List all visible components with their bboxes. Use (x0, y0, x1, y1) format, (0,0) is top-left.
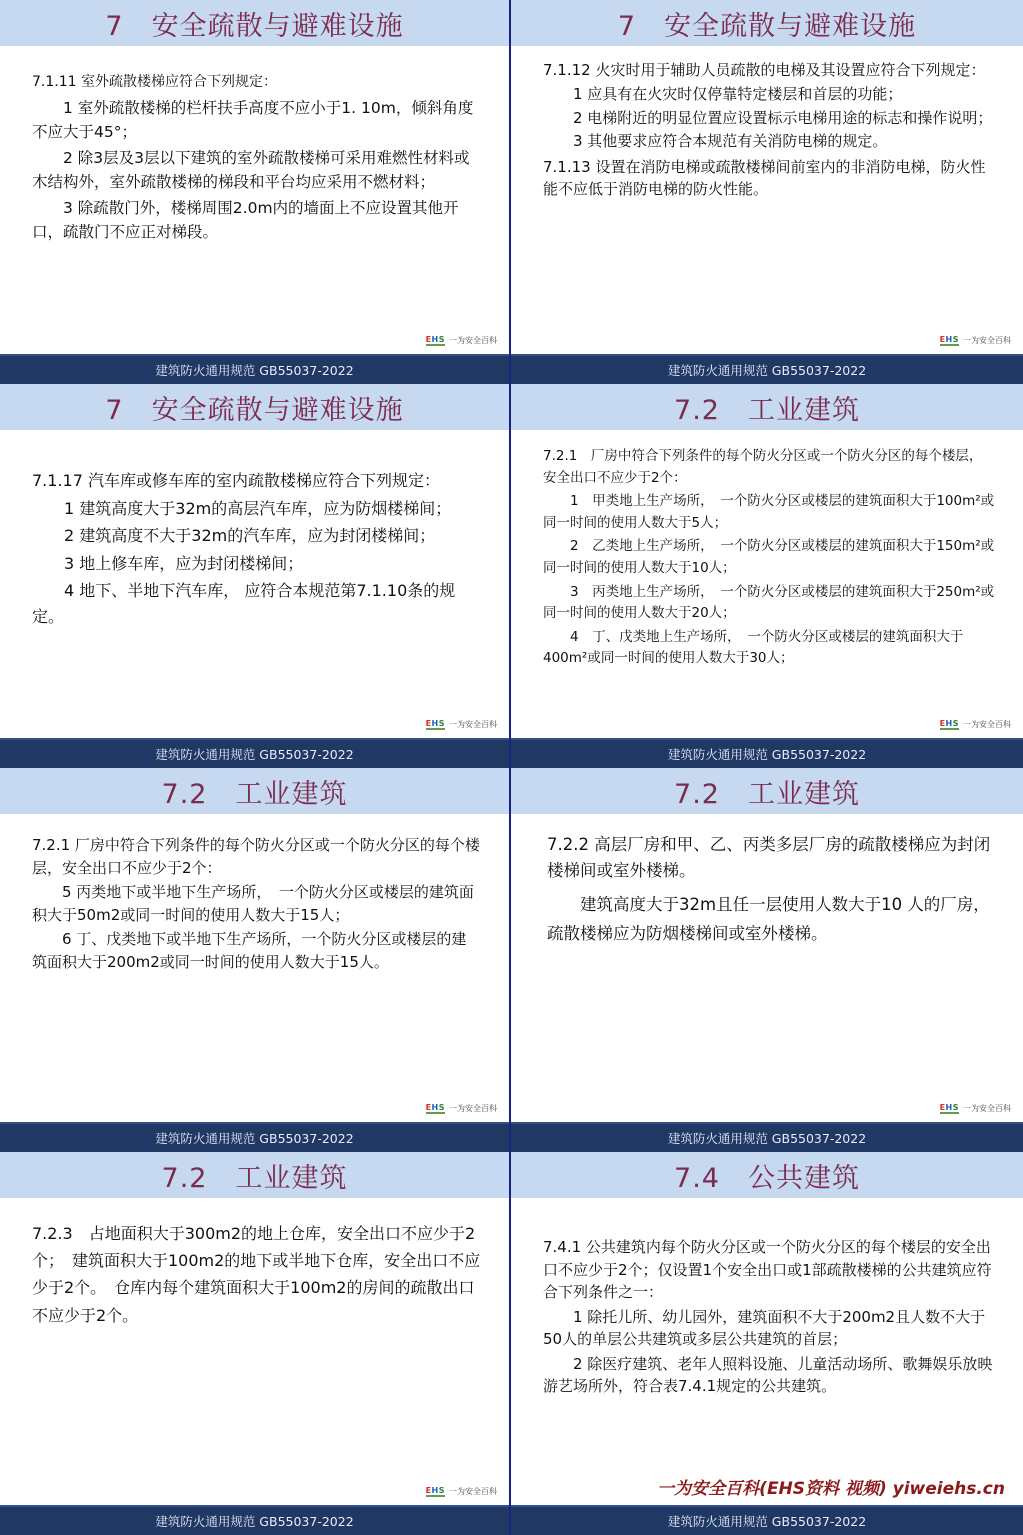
slide-body (543, 60, 995, 203)
slide-title-band (511, 0, 1023, 46)
clause-heading: 7.1.12 火灾时用于辅助人员疏散的电梯及其设置应符合下列规定： (543, 61, 986, 79)
footer-label: 建筑防火通用规范 GB55037-2022 (667, 1514, 867, 1529)
ehs-logo-icon: EHS (425, 719, 445, 728)
slide-7-4-1 (511, 1152, 1023, 1535)
clause-item: 3 丙类地上生产场所， 一个防火分区或楼层的建筑面积大于250m²或同一时间的使用人数大于20人； (543, 583, 995, 622)
clause-heading: 7.2.2 高层厂房和甲、乙、丙类多层厂房的疏散楼梯应为封闭楼梯间或室外楼梯。 (547, 835, 991, 880)
footer-label: 建筑防火通用规范 GB55037-2022 (155, 363, 354, 378)
slide-title-band (0, 768, 509, 814)
slide-footer (0, 1505, 509, 1535)
clause-item: 2 电梯附近的明显位置应设置标示电梯用途的标志和操作说明； (573, 108, 993, 127)
logo-text: 一为安全百科 (449, 336, 497, 345)
slide-title: 7.4 公共建筑 (674, 1162, 860, 1194)
footer-label: 建筑防火通用规范 GB55037-2022 (667, 1131, 867, 1146)
clause-heading: 7.1.17 汽车库或修车库的室内疏散楼梯应符合下列规定： (32, 471, 440, 490)
ehs-logo-icon: EHS (939, 719, 959, 728)
footer-label: 建筑防火通用规范 GB55037-2022 (155, 1514, 354, 1529)
slide-footer (511, 1122, 1023, 1152)
slide-title-band (511, 384, 1023, 430)
logo-text: 一为安全百科 (963, 336, 1011, 345)
clause-heading: 7.2.3 占地面积大于300m2的地上仓库，安全出口不应少于2个； 建筑面积大于100m2的地下或半地下仓库，安全出口不应少于2个。 仓库内每个建筑面积大于100m2的房间的疏散出口不应少于2个。 (32, 1224, 481, 1325)
ehs-logo (426, 1486, 497, 1497)
clause-heading: 7.2.1 厂房中符合下列条件的每个防火分区或一个防火分区的每个楼层，安全出口不应少于2个： (543, 448, 983, 486)
clause-item: 1 应具有在火灾时仅停靠特定楼层和首层的功能； (573, 84, 903, 103)
clause-item: 1 建筑高度大于32m的高层汽车库，应为防烟楼梯间； (64, 498, 452, 518)
slide-footer (0, 738, 509, 768)
slide-body (32, 1220, 481, 1331)
ehs-logo-icon: EHS (425, 335, 445, 344)
ehs-logo-icon: EHS (939, 335, 959, 344)
slide-title-band (0, 1152, 509, 1198)
clause-item: 1 甲类地上生产场所， 一个防火分区或楼层的建筑面积大于100m²或同一时间的使用人数大于5人； (543, 493, 995, 531)
clause-item: 2 建筑高度不大于32m的汽车库，应为封闭楼梯间； (64, 526, 436, 546)
slide-title: 7 安全疏散与避难设施 (105, 10, 404, 42)
footer-label: 建筑防火通用规范 GB55037-2022 (155, 747, 354, 762)
logo-text: 一为安全百科 (449, 720, 497, 729)
site-watermark: 一为安全百科(EHS资料 视频) yiweiehs.cn (657, 1479, 1005, 1499)
slide-title: 7 安全疏散与避难设施 (617, 10, 917, 42)
clause-item: 2 除3层及3层以下建筑的室外疏散楼梯可采用难燃性材料或木结构外，室外疏散楼梯的梯段和平台均应采用不燃材料； (32, 148, 470, 191)
slide-7-2-1-part2 (0, 768, 511, 1152)
footer-label: 建筑防火通用规范 GB55037-2022 (155, 1131, 354, 1146)
slide-7-1-12 (511, 0, 1023, 384)
slide-title: 7.2 工业建筑 (161, 778, 348, 810)
slide-body (547, 832, 995, 951)
footer-label: 建筑防火通用规范 GB55037-2022 (667, 363, 867, 378)
slide-body (32, 834, 481, 975)
ehs-logo-icon: EHS (939, 1103, 959, 1112)
slide-footer (0, 1122, 509, 1152)
logo-text: 一为安全百科 (963, 1104, 1011, 1113)
slide-title-band (0, 0, 509, 46)
slide-title: 7 安全疏散与避难设施 (105, 394, 404, 426)
clause-heading: 7.1.11 室外疏散楼梯应符合下列规定： (32, 74, 277, 90)
slide-title: 7.2 工业建筑 (674, 394, 860, 426)
ehs-logo (426, 1103, 497, 1114)
clause-heading: 7.4.1 公共建筑内每个防火分区或一个防火分区的每个楼层的安全出口不应少于2个；仅设置1个安全出口或1部疏散楼梯的公共建筑应符合下列条件之一： (543, 1238, 992, 1301)
slide-title: 7.2 工业建筑 (161, 1162, 348, 1194)
ehs-logo (940, 1103, 1011, 1114)
ehs-logo-icon: EHS (425, 1103, 445, 1112)
slide-7-1-17 (0, 384, 511, 768)
slide-title-band (511, 1152, 1023, 1198)
ehs-logo (940, 719, 1011, 730)
clause-item: 4 丁、戊类地上生产场所， 一个防火分区或楼层的建筑面积大于400m²或同一时间的使用人数大于30人； (543, 628, 964, 667)
slide-body (543, 1236, 995, 1400)
slide-7-2-3 (0, 1152, 511, 1535)
clause-item: 5 丙类地下或半地下生产场所， 一个防火分区或楼层的建筑面积大于50m2或同一时间的使用人数大于15人； (32, 883, 474, 924)
slide-title-band (0, 384, 509, 430)
logo-text: 一为安全百科 (449, 1487, 497, 1496)
slide-title: 7.2 工业建筑 (674, 778, 860, 810)
clause-item: 6 丁、戊类地下或半地下生产场所，一个防火分区或楼层的建筑面积大于200m2或同一时间的使用人数大于15人。 (32, 930, 467, 971)
ehs-logo (426, 719, 497, 730)
slide-title-band (511, 768, 1023, 814)
footer-label: 建筑防火通用规范 GB55037-2022 (667, 747, 867, 762)
slide-footer (511, 354, 1023, 384)
clause-item: 3 其他要求应符合本规范有关消防电梯的规定。 (573, 132, 888, 151)
clause-heading: 7.1.13 设置在消防电梯或疏散楼梯间前室内的非消防电梯，防火性能不应低于消防电梯的防火性能。 (543, 158, 986, 198)
logo-text: 一为安全百科 (449, 1104, 497, 1113)
clause-item: 1 除托儿所、幼儿园外，建筑面积不大于200m2且人数不大于50人的单层公共建筑或多层公共建筑的首层； (543, 1307, 986, 1348)
slide-footer (0, 354, 509, 384)
clause-item: 建筑高度大于32m且任一层使用人数大于10 人的厂房，疏散楼梯应为防烟楼梯间或室外楼梯。 (547, 895, 990, 943)
slide-body (543, 446, 995, 672)
clause-heading: 7.2.1 厂房中符合下列条件的每个防火分区或一个防火分区的每个楼层，安全出口不应少于2个： (32, 836, 480, 877)
slide-7-2-2 (511, 768, 1023, 1152)
slide-body (32, 72, 481, 246)
slide-7-1-11 (0, 0, 511, 384)
clause-item: 1 室外疏散楼梯的栏杆扶手高度不应小于1. 10m，倾斜角度不应大于45°； (32, 98, 474, 141)
slide-body (32, 468, 481, 632)
clause-item: 2 乙类地上生产场所， 一个防火分区或楼层的建筑面积大于150m²或同一时间的使用人数大于10人； (543, 538, 995, 576)
clause-item: 3 除疏散门外，楼梯周围2.0m内的墙面上不应设置其他开口，疏散门不应正对梯段。 (32, 198, 459, 241)
clause-item: 2 除医疗建筑、老年人照料设施、儿童活动场所、歌舞娱乐放映游艺场所外，符合表7.4.1规定的公共建筑。 (543, 1354, 993, 1395)
slide-7-2-1-part1 (511, 384, 1023, 768)
ehs-logo (426, 335, 497, 346)
clause-item: 3 地上修车库，应为封闭楼梯间； (64, 553, 304, 573)
slide-footer (511, 1505, 1023, 1535)
slide-footer (511, 738, 1023, 768)
logo-text: 一为安全百科 (963, 720, 1011, 729)
ehs-logo (940, 335, 1011, 346)
ehs-logo-icon: EHS (425, 1486, 445, 1495)
clause-item: 4 地下、半地下汽车库， 应符合本规范第7.1.10条的规定。 (32, 581, 456, 626)
